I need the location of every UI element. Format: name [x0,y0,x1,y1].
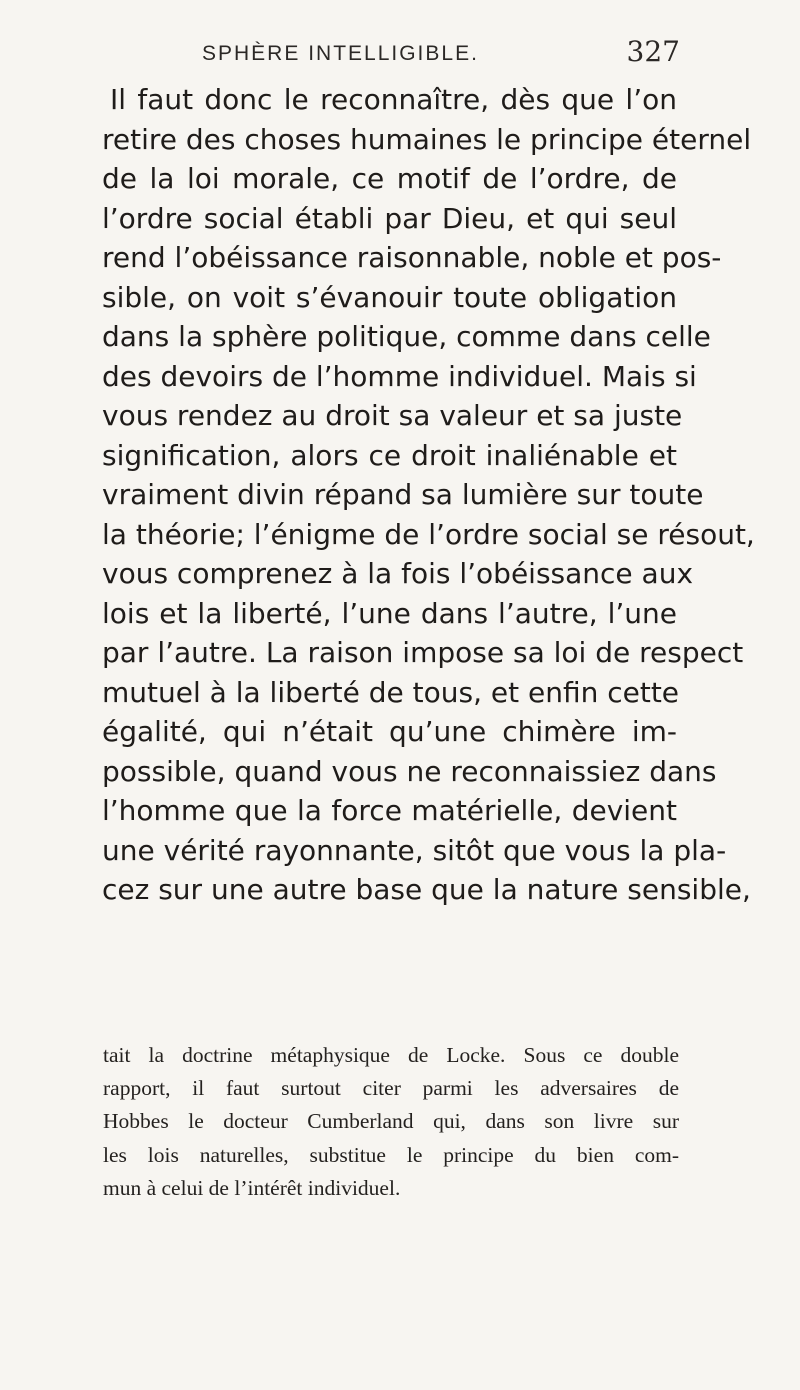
body-line-4: l’ordre social établi par Dieu, et qui seul [102,201,677,235]
page-number: 327 [626,35,680,68]
body-line-16: mutuel à la liberté de tous, et enfin cette [102,675,680,709]
footnote-line-2: rapport, il faut surtout citer parmi les adversaires de [103,1076,679,1101]
body-line-18: possible, quand vous ne reconnaissiez dans [102,754,717,788]
running-head: SPHÈRE INTELLIGIBLE. [202,42,479,65]
footnote [103,1039,679,1205]
body-line-3: de la loi morale, ce motif de l’ordre, de [102,162,677,195]
body-line-13: vous comprenez à la fois l’obéissance aux [102,557,694,590]
body-line-10: signification, alors ce droit inaliénable et [102,438,677,472]
main-text [102,80,755,910]
body-line-5: rend l’obéissance raisonnable, noble et pos- [102,241,722,274]
body-line-14: lois et la liberté, l’une dans l’autre, l’une [102,596,677,630]
footnote-line-5: mun à celui de l’intérêt individuel. [103,1175,401,1200]
footnote-line-1: tait la doctrine métaphysique de Locke. Sous ce double [103,1043,679,1067]
body-line-6: sible, on voit s’évanouir toute obligation [102,280,677,314]
footnote-line-4: les lois naturelles, substitue le principe du bien com- [103,1142,679,1167]
body-line-21: cez sur une autre base que la nature sensible, [102,873,751,906]
body-line-17: égalité, qui n’était qu’une chimère im- [102,715,677,748]
body-line-19: l’homme que la force matérielle, devient [102,794,677,827]
body-line-9: vous rendez au droit sa valeur et sa juste [102,399,683,432]
body-line-1: Il faut donc le reconnaître, dès que l’on [110,83,677,116]
body-line-12: la théorie; l’énigme de l’ordre social se résout, [102,517,755,551]
body-line-20: une vérité rayonnante, sitôt que vous la pla- [102,833,727,867]
page-header [150,35,680,82]
body-line-11: vraiment divin répand sa lumière sur toute [102,478,704,511]
body-line-15: par l’autre. La raison impose sa loi de respect [102,636,744,669]
body-line-7: dans la sphère politique, comme dans celle [102,320,711,353]
body-line-8: des devoirs de l’homme individuel. Mais si [102,359,697,393]
body-line-2: retire des choses humaines le principe éternel [102,122,752,156]
footnote-line-3: Hobbes le docteur Cumberland qui, dans son livre sur [103,1109,679,1134]
